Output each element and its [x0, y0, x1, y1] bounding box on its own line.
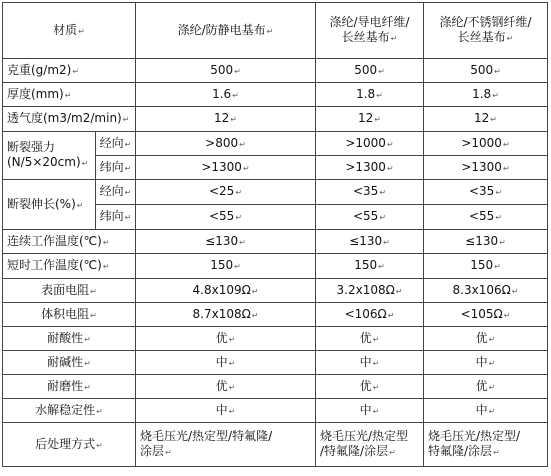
- table-row: [3, 303, 548, 327]
- paragraph-mark: ↵: [372, 406, 380, 416]
- header-property-text: 材质: [53, 22, 78, 37]
- cell-value: [136, 351, 316, 375]
- paragraph-mark: ↵: [251, 286, 259, 296]
- paragraph-mark: ↵: [389, 448, 396, 457]
- paragraph-mark: ↵: [228, 382, 236, 392]
- header-col1-text: 涤纶/防静电基布: [177, 22, 266, 37]
- cell-value: [136, 205, 316, 230]
- paragraph-mark: ↵: [374, 115, 381, 124]
- cell-text: 断裂强力: [7, 140, 56, 154]
- cell-text: 中: [475, 402, 488, 417]
- cell-text: 透气度(m3/m2/min): [7, 111, 122, 125]
- cell-text: 体积电阻: [41, 306, 90, 321]
- cell-text: >1300: [345, 159, 386, 174]
- sub-label-weft: [96, 156, 136, 180]
- paragraph-mark: ↵: [493, 448, 500, 457]
- paragraph-mark: ↵: [96, 406, 103, 416]
- cell-value: [316, 59, 424, 83]
- cell-value: [136, 230, 316, 254]
- row-label: [3, 254, 136, 279]
- table-row: [3, 279, 548, 303]
- paragraph-mark: ↵: [372, 358, 380, 368]
- cell-value: [424, 327, 548, 351]
- table-row: [3, 230, 548, 254]
- text-line: [320, 444, 423, 460]
- cell-value: [316, 351, 424, 375]
- cell-text: 中: [359, 402, 372, 417]
- cell-value: [316, 83, 424, 107]
- paragraph-mark: ↵: [124, 163, 132, 173]
- paragraph-mark: ↵: [84, 334, 91, 344]
- cell-value: [136, 107, 316, 132]
- paragraph-mark: ↵: [266, 26, 274, 36]
- paragraph-mark: ↵: [72, 66, 80, 76]
- cell-text: ≤130: [349, 233, 383, 248]
- cell-text: 中: [475, 354, 488, 369]
- cell-text: 耐磨性: [47, 378, 84, 393]
- cell-text: 纬向: [99, 159, 124, 174]
- header-col2-line2: 长丝基布: [341, 30, 390, 44]
- cell-value: [316, 132, 424, 156]
- cell-text: 12: [358, 111, 374, 125]
- table-row: [3, 399, 548, 423]
- cell-text: >1300: [201, 159, 242, 174]
- cell-text: ≤130: [465, 233, 499, 248]
- cell-value: [424, 375, 548, 399]
- cell-text: >1000: [461, 135, 502, 150]
- cell-text: <55: [208, 209, 235, 223]
- cell-text: 12: [214, 111, 230, 125]
- paragraph-mark: ↵: [499, 237, 506, 247]
- paragraph-mark: ↵: [230, 115, 237, 124]
- header-col2-line1: 涤纶/导电纤维/: [329, 15, 410, 29]
- cell-value: [316, 254, 424, 279]
- cell-value: [136, 327, 316, 351]
- paragraph-mark: ↵: [488, 406, 496, 416]
- cell-text: 4.8x109Ω: [192, 282, 251, 297]
- cell-text: 表面电阻: [41, 282, 90, 297]
- cell-value: [424, 59, 548, 83]
- paragraph-mark: ↵: [387, 310, 395, 320]
- cell-value: [424, 423, 548, 467]
- text-line: [428, 444, 547, 460]
- table-row: [3, 375, 548, 399]
- paragraph-mark: ↵: [488, 334, 496, 344]
- cell-text: 优: [359, 330, 372, 345]
- text-line: [424, 30, 547, 46]
- paragraph-mark: ↵: [234, 66, 241, 76]
- cell-text: 150: [354, 258, 378, 272]
- paragraph-mark: ↵: [506, 34, 514, 43]
- paragraph-mark: ↵: [503, 310, 511, 320]
- header-col3-line2: 长丝基布: [457, 30, 506, 44]
- cell-value: [136, 375, 316, 399]
- paragraph-mark: ↵: [90, 310, 97, 320]
- cell-text: 克重(g/m2): [7, 62, 72, 77]
- cell-value: [136, 399, 316, 423]
- cell-text: 纬向: [99, 209, 124, 223]
- row-label: [3, 351, 136, 375]
- cell-text: 1.8: [472, 86, 492, 101]
- paragraph-mark: ↵: [84, 358, 91, 368]
- cell-value: [316, 230, 424, 254]
- cell-text: 优: [359, 378, 372, 393]
- cell-text: 断裂伸长(%): [7, 196, 76, 211]
- paragraph-mark: ↵: [235, 213, 243, 222]
- cell-value: [136, 132, 316, 156]
- paragraph-mark: ↵: [239, 139, 246, 149]
- paragraph-mark: ↵: [78, 26, 85, 36]
- cell-text: 8.3x106Ω: [452, 282, 511, 297]
- paragraph-mark: ↵: [502, 163, 510, 173]
- row-label: [3, 107, 136, 132]
- cell-value: [424, 399, 548, 423]
- table-row: [3, 107, 548, 132]
- paragraph-mark: ↵: [378, 262, 385, 271]
- cell-value: [136, 59, 316, 83]
- paragraph-mark: ↵: [490, 115, 497, 124]
- row-label: [3, 303, 136, 327]
- paragraph-mark: ↵: [386, 139, 394, 149]
- cell-text: 短时工作温度(℃): [7, 258, 102, 272]
- paragraph-mark: ↵: [495, 213, 503, 222]
- paragraph-mark: ↵: [379, 188, 387, 197]
- paragraph-mark: ↵: [378, 66, 385, 76]
- cell-text: 优: [475, 330, 488, 345]
- spec-table: [2, 2, 548, 467]
- paragraph-mark: ↵: [81, 159, 89, 168]
- table-row: [3, 83, 548, 107]
- header-cell-col2: [316, 3, 424, 59]
- paragraph-mark: ↵: [228, 358, 236, 368]
- cell-text: /特氟隆/涂层: [320, 444, 389, 458]
- cell-text: 优: [215, 330, 228, 345]
- cell-text: 500: [210, 62, 234, 77]
- cell-text: 中: [215, 354, 228, 369]
- paragraph-mark: ↵: [383, 237, 390, 247]
- paragraph-mark: ↵: [84, 382, 91, 392]
- cell-value: [136, 423, 316, 467]
- cell-text: 1.6: [212, 86, 232, 101]
- paragraph-mark: ↵: [395, 286, 403, 296]
- cell-text: <25: [208, 184, 235, 198]
- paragraph-mark: ↵: [102, 262, 110, 271]
- row-label: [3, 375, 136, 399]
- paragraph-mark: ↵: [488, 382, 496, 392]
- paragraph-mark: ↵: [494, 66, 501, 76]
- sub-label-weft: [96, 205, 136, 230]
- paragraph-mark: ↵: [492, 90, 499, 100]
- table-row: [3, 351, 548, 375]
- cell-value: [316, 180, 424, 205]
- cell-text: 优: [215, 378, 228, 393]
- cell-text: (N/5×20cm): [7, 155, 81, 169]
- table-row: [3, 132, 548, 156]
- cell-text: 涂层: [140, 444, 165, 458]
- cell-value: [424, 83, 548, 107]
- row-label: [3, 230, 136, 254]
- cell-value: [316, 156, 424, 180]
- cell-value: [136, 303, 316, 327]
- paragraph-mark: ↵: [102, 237, 110, 247]
- table-row: [3, 327, 548, 351]
- sub-label-warp: [96, 132, 136, 156]
- cell-value: [136, 279, 316, 303]
- paragraph-mark: ↵: [372, 382, 380, 392]
- table-row: [3, 180, 548, 205]
- cell-text: 厚度(mm): [7, 86, 64, 101]
- sub-label-warp: [96, 180, 136, 205]
- paragraph-mark: ↵: [390, 34, 398, 43]
- cell-text: <105Ω: [460, 306, 503, 321]
- cell-value: [424, 156, 548, 180]
- cell-text: 水解稳定性: [35, 402, 96, 417]
- cell-value: [316, 399, 424, 423]
- cell-value: [136, 180, 316, 205]
- cell-text: 后处理方式: [35, 436, 96, 451]
- paragraph-mark: ↵: [372, 334, 380, 344]
- paragraph-mark: ↵: [228, 406, 236, 416]
- cell-value: [424, 230, 548, 254]
- cell-text: <35: [352, 184, 379, 198]
- cell-value: [316, 423, 424, 467]
- row-label: [3, 399, 136, 423]
- paragraph-mark: ↵: [386, 163, 394, 173]
- paragraph-mark: ↵: [235, 188, 243, 197]
- paragraph-mark: ↵: [76, 200, 84, 210]
- cell-text: 连续工作温度(℃): [7, 233, 102, 248]
- cell-text: >1000: [345, 135, 386, 150]
- cell-text: 8.7x108Ω: [192, 306, 251, 321]
- cell-text: <106Ω: [344, 306, 387, 321]
- cell-text: 500: [470, 62, 494, 77]
- paragraph-mark: ↵: [64, 90, 72, 100]
- text-line: [7, 155, 95, 171]
- paragraph-mark: ↵: [232, 90, 239, 100]
- cell-value: [424, 303, 548, 327]
- cell-text: 烧毛压光/热定型: [320, 429, 409, 443]
- row-label: [3, 327, 136, 351]
- cell-text: 12: [474, 111, 490, 125]
- paragraph-mark: ↵: [234, 262, 241, 271]
- cell-text: 中: [359, 354, 372, 369]
- paragraph-mark: ↵: [239, 237, 246, 247]
- cell-value: [424, 107, 548, 132]
- text-line: [140, 444, 315, 460]
- paragraph-mark: ↵: [495, 188, 503, 197]
- cell-text: 150: [210, 258, 234, 272]
- row-label: [3, 59, 136, 83]
- cell-value: [316, 279, 424, 303]
- paragraph-mark: ↵: [124, 213, 132, 222]
- cell-value: [424, 205, 548, 230]
- header-col3-line1: 涤纶/不锈钢纤维/: [439, 15, 532, 29]
- paragraph-mark: ↵: [124, 139, 132, 149]
- cell-value: [424, 351, 548, 375]
- cell-value: [136, 156, 316, 180]
- cell-value: [316, 303, 424, 327]
- cell-value: [316, 107, 424, 132]
- cell-text: <35: [468, 184, 495, 198]
- cell-text: 500: [354, 62, 378, 77]
- cell-text: 1.8: [356, 86, 376, 101]
- paragraph-mark: ↵: [376, 90, 383, 100]
- paragraph-mark: ↵: [124, 188, 132, 197]
- paragraph-mark: ↵: [165, 448, 172, 457]
- row-label: [3, 83, 136, 107]
- paragraph-mark: ↵: [242, 163, 250, 173]
- header-cell-property: [3, 3, 136, 59]
- cell-text: 优: [475, 378, 488, 393]
- paragraph-mark: ↵: [228, 334, 236, 344]
- cell-text: 耐碱性: [47, 354, 84, 369]
- cell-value: [316, 205, 424, 230]
- cell-text: 150: [470, 258, 494, 272]
- cell-text: 烧毛压光/热定型/特氟隆/: [140, 429, 273, 443]
- cell-text: 经向: [99, 135, 124, 150]
- paragraph-mark: ↵: [502, 139, 510, 149]
- breaking-elongation-label: [3, 180, 96, 230]
- cell-value: [424, 180, 548, 205]
- paragraph-mark: ↵: [379, 213, 387, 222]
- header-cell-col1: [136, 3, 316, 59]
- row-label: [3, 423, 136, 467]
- cell-value: [424, 279, 548, 303]
- table-row: [3, 59, 548, 83]
- header-row: [3, 3, 548, 59]
- cell-value: [424, 132, 548, 156]
- cell-text: 3.2x108Ω: [336, 282, 395, 297]
- cell-text: 烧毛压光/热定型/: [428, 429, 521, 443]
- cell-text: ≤130: [205, 233, 239, 248]
- spec-table-container: [2, 2, 548, 467]
- cell-text: 经向: [99, 184, 124, 198]
- cell-text: <55: [352, 209, 379, 223]
- cell-text: >1300: [461, 159, 502, 174]
- cell-value: [316, 375, 424, 399]
- cell-text: >800: [205, 135, 239, 150]
- paragraph-mark: ↵: [511, 286, 519, 296]
- cell-value: [424, 254, 548, 279]
- paragraph-mark: ↵: [90, 286, 97, 296]
- cell-value: [136, 83, 316, 107]
- cell-value: [316, 327, 424, 351]
- cell-text: 中: [215, 402, 228, 417]
- cell-text: 耐酸性: [47, 330, 84, 345]
- paragraph-mark: ↵: [494, 262, 501, 271]
- table-row: [3, 254, 548, 279]
- row-label: [3, 279, 136, 303]
- header-cell-col3: [424, 3, 548, 59]
- paragraph-mark: ↵: [122, 115, 130, 124]
- cell-text: <55: [468, 209, 495, 223]
- breaking-strength-label: [3, 132, 96, 180]
- text-line: [316, 30, 423, 46]
- cell-value: [136, 254, 316, 279]
- paragraph-mark: ↵: [488, 358, 496, 368]
- table-row: [3, 423, 548, 467]
- paragraph-mark: ↵: [96, 440, 103, 450]
- cell-text: 特氟隆/涂层: [428, 444, 493, 458]
- paragraph-mark: ↵: [251, 310, 259, 320]
